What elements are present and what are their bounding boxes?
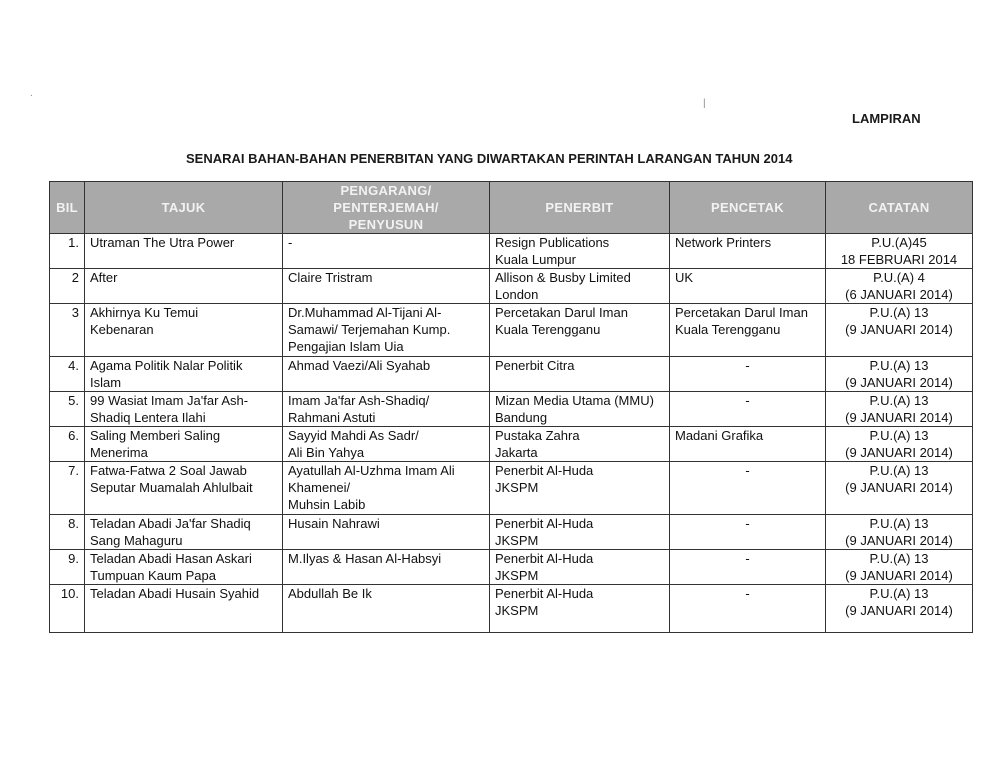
cell-tajuk-line: Saling Memberi Saling [90, 428, 221, 443]
cell-penerbit-line: Kuala Terengganu [495, 322, 601, 337]
cell-catatan-line: P.U.(A) 13 [869, 358, 929, 373]
cell-catatan-line: P.U.(A) 4 [873, 270, 925, 285]
cell-pengarang [283, 515, 490, 550]
cell-bil: 1. [50, 234, 85, 269]
cell-tajuk [85, 234, 283, 269]
cell-tajuk-line: Shadiq Lentera Ilahi [90, 410, 206, 425]
cell-pengarang [283, 304, 490, 357]
cell-catatan-line: (9 JANUARI 2014) [845, 533, 953, 548]
cell-tajuk-line: Seputar Muamalah Ahlulbait [90, 480, 253, 495]
cell-pengarang-line: Samawi/ Terjemahan Kump. [288, 322, 451, 337]
scan-speck: | [703, 98, 706, 109]
cell-penerbit-line: Bandung [495, 410, 548, 425]
lampiran-label: LAMPIRAN [852, 111, 921, 126]
cell-pengarang-line: Claire Tristram [288, 270, 373, 285]
cell-bil: 3 [50, 304, 85, 357]
table-row [50, 462, 973, 515]
cell-pengarang [283, 550, 490, 585]
cell-tajuk [85, 357, 283, 392]
cell-tajuk [85, 515, 283, 550]
cell-tajuk-line: Tumpuan Kaum Papa [90, 568, 216, 583]
column-header-pencetak: PENCETAK [670, 182, 826, 234]
cell-bil: 9. [50, 550, 85, 585]
cell-tajuk-line: Sang Mahaguru [90, 533, 183, 548]
scan-speck: . [30, 88, 33, 99]
cell-penerbit [490, 585, 670, 633]
table-header-row [50, 182, 973, 234]
cell-pencetak [670, 269, 826, 304]
cell-pencetak-line: - [745, 463, 750, 478]
cell-penerbit-line: London [495, 287, 539, 302]
cell-catatan-line: P.U.(A) 13 [869, 516, 929, 531]
cell-catatan-line: (9 JANUARI 2014) [845, 603, 953, 618]
cell-catatan-line: P.U.(A) 13 [869, 428, 929, 443]
cell-pencetak [670, 585, 826, 633]
cell-pencetak-line: - [745, 516, 750, 531]
column-header-catatan: CATATAN [826, 182, 973, 234]
cell-tajuk-line: After [90, 270, 118, 285]
cell-pengarang [283, 392, 490, 427]
cell-catatan-line: (9 JANUARI 2014) [845, 568, 953, 583]
cell-catatan [826, 269, 973, 304]
cell-pencetak [670, 550, 826, 585]
cell-penerbit-line: JKSPM [495, 568, 539, 583]
cell-tajuk-line: Akhirnya Ku Temui [90, 305, 199, 320]
cell-pengarang [283, 462, 490, 515]
publication-table [49, 181, 973, 633]
cell-pencetak [670, 392, 826, 427]
cell-catatan-line: P.U.(A)45 [871, 235, 927, 250]
cell-catatan-line: 18 FEBRUARI 2014 [840, 252, 958, 267]
cell-pengarang [283, 585, 490, 633]
cell-penerbit [490, 462, 670, 515]
table-row [50, 357, 973, 392]
cell-pengarang [283, 427, 490, 462]
cell-pencetak-line: - [745, 393, 750, 408]
cell-catatan-line: P.U.(A) 13 [869, 586, 929, 601]
cell-penerbit-line: Kuala Lumpur [495, 252, 576, 267]
cell-catatan-line: (9 JANUARI 2014) [845, 375, 953, 390]
cell-penerbit [490, 427, 670, 462]
cell-pengarang-line: Dr.Muhammad Al-Tijani Al- [288, 305, 442, 320]
column-header-pengarang-line: PENGARANG/ [340, 183, 432, 198]
cell-penerbit-line: JKSPM [495, 533, 539, 548]
cell-tajuk [85, 585, 283, 633]
cell-catatan [826, 357, 973, 392]
cell-penerbit-line: Pustaka Zahra [495, 428, 580, 443]
cell-pengarang-line: Ayatullah Al-Uzhma Imam Ali [288, 463, 455, 478]
cell-penerbit [490, 357, 670, 392]
cell-penerbit-line: Penerbit Al-Huda [495, 586, 594, 601]
cell-bil: 6. [50, 427, 85, 462]
cell-penerbit-line: Penerbit Al-Huda [495, 516, 594, 531]
cell-tajuk-line: Fatwa-Fatwa 2 Soal Jawab [90, 463, 247, 478]
column-header-pengarang [283, 182, 490, 234]
cell-bil: 7. [50, 462, 85, 515]
cell-pengarang-line: M.Ilyas & Hasan Al-Habsyi [288, 551, 442, 566]
cell-catatan [826, 550, 973, 585]
column-header-bil: BIL [50, 182, 85, 234]
cell-penerbit [490, 515, 670, 550]
cell-penerbit-line: Allison & Busby Limited [495, 270, 631, 285]
cell-tajuk-line: Menerima [90, 445, 148, 460]
column-header-pengarang-line: PENYUSUN [348, 217, 424, 232]
cell-pengarang-line: - [288, 235, 293, 250]
cell-tajuk-line: Teladan Abadi Ja'far Shadiq [90, 516, 251, 531]
cell-penerbit-line: Percetakan Darul Iman [495, 305, 628, 320]
cell-tajuk-line: Kebenaran [90, 322, 154, 337]
table-row [50, 515, 973, 550]
cell-catatan-line: (9 JANUARI 2014) [845, 322, 953, 337]
cell-tajuk-line: Agama Politik Nalar Politik [90, 358, 243, 373]
cell-pengarang-line: Imam Ja'far Ash-Shadiq/ [288, 393, 430, 408]
cell-bil: 5. [50, 392, 85, 427]
table-row [50, 234, 973, 269]
column-header-pengarang-line: PENTERJEMAH/ [333, 200, 439, 215]
cell-bil: 10. [50, 585, 85, 633]
column-header-penerbit: PENERBIT [490, 182, 670, 234]
cell-pengarang [283, 234, 490, 269]
cell-pencetak-line: Network Printers [675, 235, 772, 250]
cell-catatan-line: (9 JANUARI 2014) [845, 445, 953, 460]
cell-bil: 4. [50, 357, 85, 392]
table-row [50, 427, 973, 462]
cell-pengarang-line: Husain Nahrawi [288, 516, 380, 531]
cell-penerbit-line: Jakarta [495, 445, 538, 460]
cell-pengarang [283, 269, 490, 304]
cell-penerbit-line: Penerbit Citra [495, 358, 575, 373]
cell-penerbit [490, 234, 670, 269]
cell-pengarang [283, 357, 490, 392]
cell-pengarang-line: Khamenei/ [288, 480, 351, 495]
cell-penerbit-line: Mizan Media Utama (MMU) [495, 393, 654, 408]
cell-pencetak-line: - [745, 358, 750, 373]
cell-catatan [826, 304, 973, 357]
cell-catatan [826, 462, 973, 515]
table-row [50, 392, 973, 427]
cell-pencetak [670, 515, 826, 550]
cell-penerbit [490, 269, 670, 304]
cell-penerbit-line: Penerbit Al-Huda [495, 551, 594, 566]
cell-tajuk-line: 99 Wasiat Imam Ja'far Ash- [90, 393, 249, 408]
cell-pencetak-line: Percetakan Darul Iman [675, 305, 808, 320]
cell-penerbit-line: JKSPM [495, 480, 539, 495]
cell-pengarang-line: Muhsin Labib [288, 497, 366, 512]
cell-catatan-line: (9 JANUARI 2014) [845, 480, 953, 495]
cell-catatan [826, 585, 973, 633]
cell-pengarang-line: Sayyid Mahdi As Sadr/ [288, 428, 419, 443]
table-row [50, 269, 973, 304]
cell-pencetak-line: - [745, 586, 750, 601]
cell-catatan [826, 392, 973, 427]
cell-tajuk-line: Islam [90, 375, 122, 390]
cell-pencetak [670, 427, 826, 462]
cell-penerbit [490, 304, 670, 357]
cell-tajuk [85, 269, 283, 304]
cell-catatan [826, 234, 973, 269]
cell-pengarang-line: Pengajian Islam Uia [288, 339, 404, 354]
cell-pencetak-line: UK [675, 270, 694, 285]
cell-tajuk-line: Utraman The Utra Power [90, 235, 235, 250]
cell-pencetak [670, 234, 826, 269]
cell-penerbit-line: Penerbit Al-Huda [495, 463, 594, 478]
column-header-tajuk: TAJUK [85, 182, 283, 234]
cell-penerbit-line: Resign Publications [495, 235, 610, 250]
cell-bil: 8. [50, 515, 85, 550]
table-row [50, 585, 973, 633]
cell-pencetak-line: - [745, 551, 750, 566]
cell-pengarang-line: Abdullah Be Ik [288, 586, 372, 601]
cell-catatan-line: P.U.(A) 13 [869, 393, 929, 408]
cell-catatan [826, 427, 973, 462]
cell-bil: 2 [50, 269, 85, 304]
cell-catatan-line: P.U.(A) 13 [869, 305, 929, 320]
cell-pencetak-line: Kuala Terengganu [675, 322, 781, 337]
cell-catatan-line: P.U.(A) 13 [869, 551, 929, 566]
cell-pencetak [670, 462, 826, 515]
cell-pencetak [670, 357, 826, 392]
cell-penerbit [490, 550, 670, 585]
cell-pencetak-line: Madani Grafika [675, 428, 764, 443]
cell-catatan-line: (9 JANUARI 2014) [845, 410, 953, 425]
cell-tajuk [85, 427, 283, 462]
cell-pengarang-line: Ali Bin Yahya [288, 445, 365, 460]
cell-pengarang-line: Ahmad Vaezi/Ali Syahab [288, 358, 431, 373]
table-row [50, 550, 973, 585]
table-row [50, 304, 973, 357]
cell-penerbit-line: JKSPM [495, 603, 539, 618]
cell-catatan [826, 515, 973, 550]
cell-penerbit [490, 392, 670, 427]
cell-pencetak [670, 304, 826, 357]
cell-catatan-line: (6 JANUARI 2014) [845, 287, 953, 302]
cell-tajuk [85, 392, 283, 427]
cell-tajuk [85, 304, 283, 357]
cell-tajuk-line: Teladan Abadi Hasan Askari [90, 551, 252, 566]
cell-catatan-line: P.U.(A) 13 [869, 463, 929, 478]
cell-tajuk [85, 550, 283, 585]
cell-pengarang-line: Rahmani Astuti [288, 410, 376, 425]
cell-tajuk-line: Teladan Abadi Husain Syahid [90, 586, 260, 601]
document-title: SENARAI BAHAN-BAHAN PENERBITAN YANG DIWARTAKAN PERINTAH LARANGAN TAHUN 2014 [186, 151, 793, 166]
cell-tajuk [85, 462, 283, 515]
